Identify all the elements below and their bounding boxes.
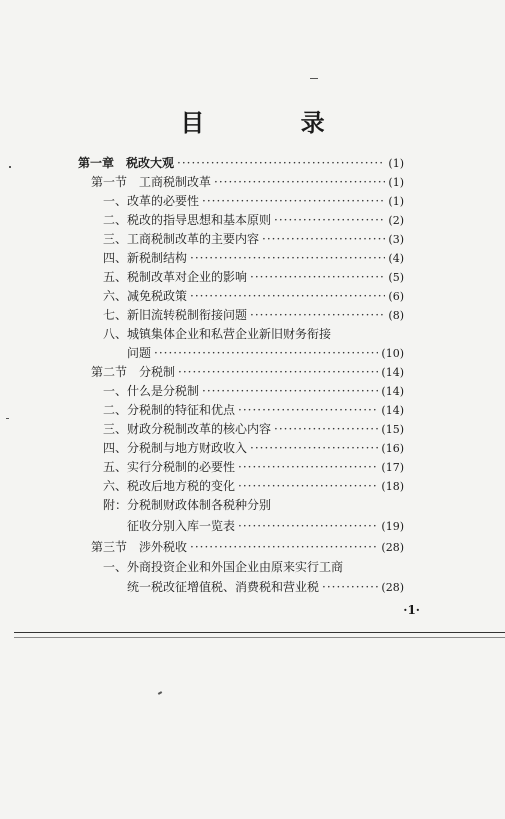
toc-entry-label: 二、税改的指导思想和基本原则 [103, 213, 272, 227]
toc-entry-page: (28) [381, 581, 404, 594]
scan-speck [6, 418, 9, 419]
leader-dots [154, 346, 378, 360]
toc-entry-label: 二、分税制的特征和优点 [103, 403, 236, 417]
toc-entry-page: (1) [388, 176, 404, 189]
leader-dots [190, 540, 378, 554]
toc-entry-label: 三、财政分税制改革的核心内容 [103, 422, 272, 436]
toc-entry-label: 三、工商税制改革的主要内容 [103, 232, 260, 246]
toc-entry-page: (18) [381, 480, 404, 493]
toc-entry-page: (2) [388, 214, 404, 227]
toc-entry-section-1-2[interactable] [91, 365, 404, 380]
toc-entry-label: 第一节 工商税制改革 [91, 175, 212, 189]
toc-entry-chapter-1[interactable] [78, 156, 404, 171]
leader-dots [274, 422, 378, 436]
toc-entry-page: (1) [388, 195, 404, 208]
toc-entry[interactable] [103, 270, 404, 285]
toc-entry-label: 第二节 分税制 [91, 365, 176, 379]
toc-entry-label: 一、改革的必要性 [103, 194, 200, 208]
leader-dots [238, 403, 378, 417]
toc-entry-label: 六、减免税政策 [103, 289, 188, 303]
leader-dots [202, 194, 385, 208]
toc-entry[interactable] [103, 460, 404, 475]
toc-entry-label: 五、实行分税制的必要性 [103, 460, 236, 474]
leader-dots [202, 384, 378, 398]
leader-dots [262, 232, 385, 246]
toc-entry-page: (16) [381, 442, 404, 455]
toc-entry[interactable] [103, 289, 404, 304]
toc-entry-label: 八、城镇集体企业和私营企业新旧财务衔接 [103, 327, 332, 341]
leader-dots [238, 460, 378, 474]
toc-entry-label: 四、分税制与地方财政收入 [103, 441, 248, 455]
leader-dots [177, 156, 385, 170]
toc-entry-page: (14) [381, 366, 404, 379]
toc-entry-page: (28) [381, 541, 404, 554]
scan-speck [158, 691, 162, 695]
leader-dots [250, 441, 378, 455]
toc-entry-page: (3) [388, 233, 404, 246]
toc-entry[interactable] [103, 194, 404, 209]
toc-entry-page: (4) [388, 252, 404, 265]
leader-dots [250, 270, 385, 284]
toc-entry-label: 五、税制改革对企业的影响 [103, 270, 248, 284]
toc-entry[interactable] [103, 422, 404, 437]
toc-entry[interactable] [103, 232, 404, 247]
toc-entry-appendix[interactable] [103, 498, 404, 512]
leader-dots [322, 580, 378, 594]
toc-entry[interactable] [103, 441, 404, 456]
toc-entry-page: (6) [388, 290, 404, 303]
toc-entry[interactable] [103, 403, 404, 418]
toc-entry[interactable] [103, 479, 404, 494]
leader-dots [214, 175, 385, 189]
toc-entry-page: (15) [381, 423, 404, 436]
toc-entry-label: 一、什么是分税制 [103, 384, 200, 398]
toc-entry-label: 六、税改后地方税的变化 [103, 479, 236, 493]
toc-entry-label: 附：分税制财政体制各税种分别 [103, 498, 272, 512]
toc-entry-label: 第一章 税改大观 [78, 156, 175, 170]
leader-dots [238, 479, 378, 493]
toc-entry-page: (14) [381, 385, 404, 398]
toc-entry-page: (19) [381, 520, 404, 533]
leader-dots [190, 251, 385, 265]
leader-dots [274, 213, 385, 227]
toc-entry[interactable] [103, 560, 404, 574]
toc-entry[interactable] [103, 308, 404, 323]
toc-entry-label: 问题 [127, 346, 152, 360]
page-edge-line-secondary [14, 637, 505, 638]
toc-entry-page: (10) [381, 347, 404, 360]
leader-dots [238, 519, 378, 533]
toc-entry-continued[interactable] [127, 346, 404, 361]
toc-entry-label: 第三节 涉外税收 [91, 540, 188, 554]
toc-entry-page: (17) [381, 461, 404, 474]
scan-speck [9, 166, 11, 168]
toc-entry-label: 七、新旧流转税制衔接问题 [103, 308, 248, 322]
toc-entry[interactable] [103, 251, 404, 266]
toc-entry-page: (8) [388, 309, 404, 322]
toc-entry-section-1-3[interactable] [91, 540, 404, 555]
toc-entry[interactable] [103, 384, 404, 399]
page-title: 目 录 [180, 108, 369, 137]
leader-dots [250, 308, 385, 322]
page-number: ·1· [403, 603, 420, 617]
toc-entry-continued[interactable] [127, 580, 404, 595]
toc-entry-page: (14) [381, 404, 404, 417]
toc-entry-label: 征收分别入库一览表 [127, 519, 236, 533]
toc-entry-label: 四、新税制结构 [103, 251, 188, 265]
toc-entry[interactable] [103, 327, 404, 341]
leader-dots [190, 289, 385, 303]
toc-entry[interactable] [103, 213, 404, 228]
page-edge-line [14, 632, 505, 633]
toc-entry-section-1-1[interactable] [91, 175, 404, 190]
toc-entry-page: (1) [388, 157, 404, 170]
toc-entry-label: 一、外商投资企业和外国企业由原来实行工商 [103, 560, 344, 574]
toc-entry-page: (5) [388, 271, 404, 284]
leader-dots [178, 365, 378, 379]
scan-speck [310, 78, 318, 79]
toc-entry-continued[interactable] [127, 519, 404, 534]
toc-entry-label: 统一税改征增值税、消费税和营业税 [127, 580, 320, 594]
